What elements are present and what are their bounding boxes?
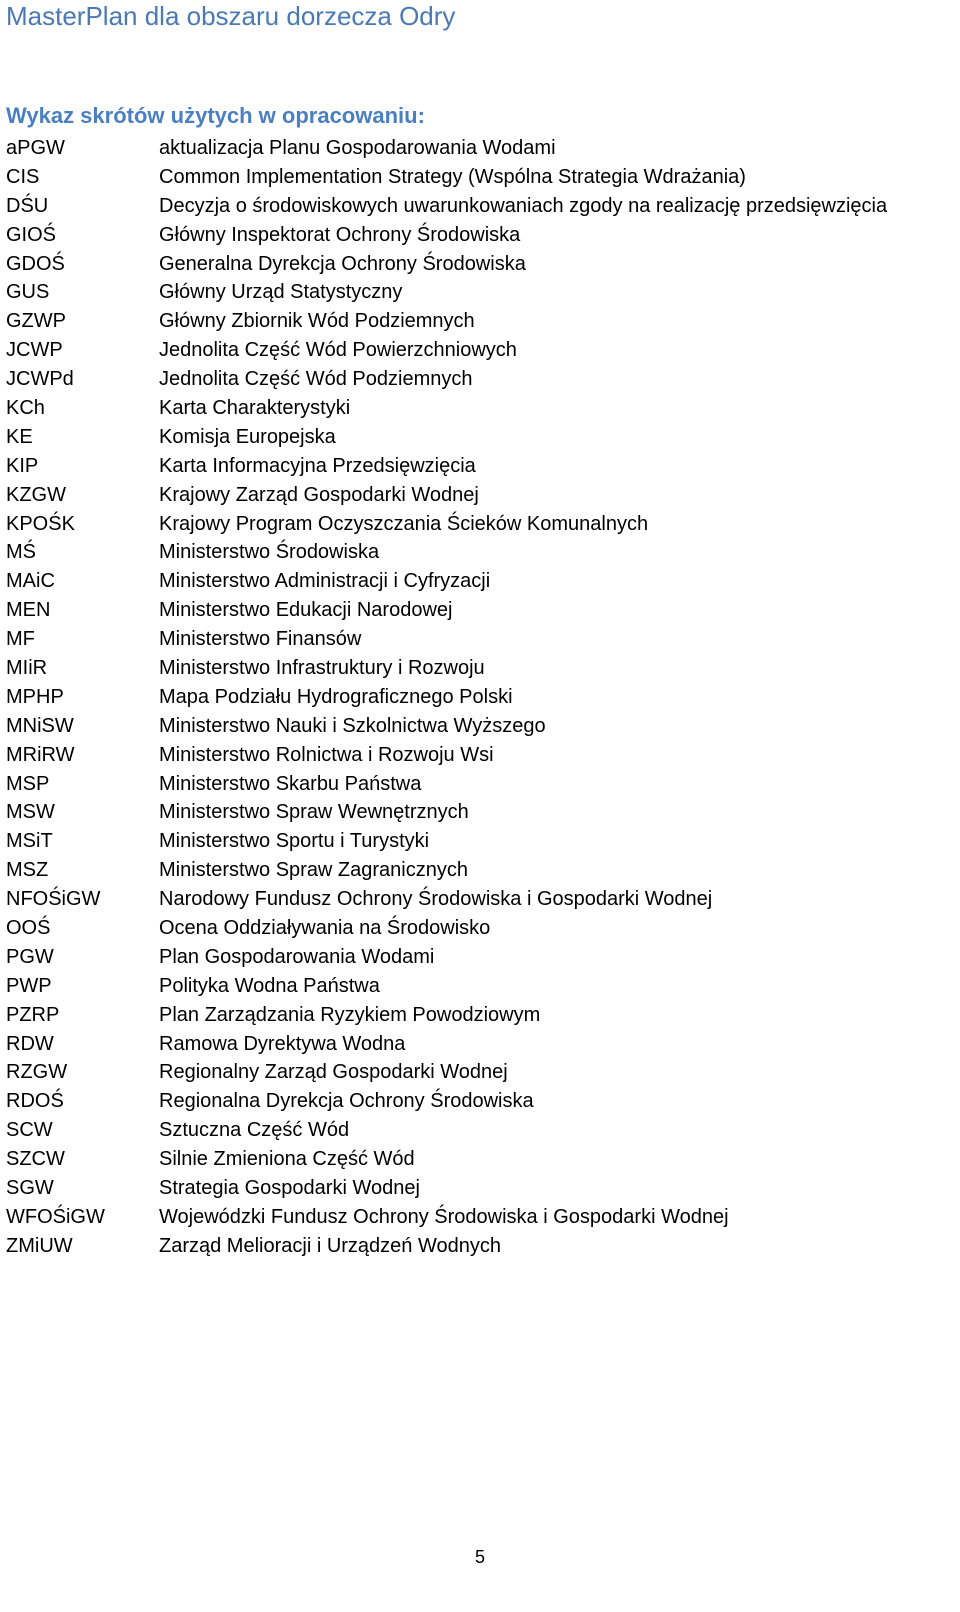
abbreviation-row [6,683,956,712]
abbreviation-row [6,510,956,539]
abbreviation-code: PWP [6,974,52,997]
abbreviation-row [6,741,956,770]
abbreviation-code: PZRP [6,1003,60,1026]
abbreviation-code: GUS [6,281,50,304]
abbreviation-description: Krajowy Zarząd Gospodarki Wodnej [159,483,479,506]
abbreviation-description: Wojewódzki Fundusz Ochrony Środowiska i Gospodarki Wodnej [159,1205,729,1228]
abbreviation-row [6,972,956,1001]
abbreviation-description: Ministerstwo Nauki i Szkolnictwa Wyższego [159,714,546,737]
abbreviation-description: Regionalny Zarząd Gospodarki Wodnej [159,1061,508,1084]
abbreviation-row [6,221,956,250]
abbreviation-code: aPGW [6,136,65,159]
abbreviation-row [6,423,956,452]
abbreviation-description: Jednolita Część Wód Powierzchniowych [159,339,517,362]
abbreviation-code: GZWP [6,310,66,333]
abbreviation-code: MSZ [6,859,49,882]
abbreviation-code: MSW [6,801,55,824]
abbreviation-row [6,452,956,481]
abbreviation-code: RDW [6,1032,54,1055]
abbreviation-description: Ministerstwo Administracji i Cyfryzacji [159,570,491,593]
abbreviation-description: Polityka Wodna Państwa [159,974,380,997]
abbreviation-row [6,914,956,943]
abbreviations-section-title: Wykaz skrótów użytych w opracowaniu: [6,103,425,128]
abbreviation-description: Komisja Europejska [159,425,336,448]
abbreviation-code: KE [6,425,33,448]
abbreviation-row [6,481,956,510]
abbreviation-code: DŚU [6,194,49,217]
abbreviation-row [6,365,956,394]
abbreviation-row [6,1232,956,1261]
abbreviation-row [6,567,956,596]
abbreviation-code: NFOŚiGW [6,888,101,911]
abbreviation-description: Ministerstwo Finansów [159,628,362,651]
abbreviation-row [6,798,956,827]
abbreviation-row [6,712,956,741]
abbreviation-row [6,770,956,799]
abbreviation-description: Krajowy Program Oczyszczania Ścieków Komunalnych [159,512,649,535]
abbreviation-code: MF [6,628,35,651]
abbreviation-code: MŚ [6,541,36,564]
abbreviation-code: MRiRW [6,743,75,766]
abbreviation-description: Ministerstwo Infrastruktury i Rozwoju [159,656,485,679]
abbreviation-code: SZCW [6,1148,65,1171]
abbreviation-row [6,1174,956,1203]
abbreviation-row [6,596,956,625]
abbreviation-row [6,885,956,914]
abbreviation-description: Główny Inspektorat Ochrony Środowiska [159,223,521,246]
abbreviation-description: Ministerstwo Środowiska [159,541,380,564]
abbreviation-row [6,827,956,856]
abbreviation-row [6,1001,956,1030]
abbreviation-row [6,1030,956,1059]
abbreviation-code: MSP [6,772,50,795]
abbreviation-description: Główny Zbiornik Wód Podziemnych [159,310,475,333]
abbreviation-code: KIP [6,454,39,477]
abbreviation-code: MNiSW [6,714,74,737]
abbreviation-description: Ramowa Dyrektywa Wodna [159,1032,406,1055]
abbreviation-code: GIOŚ [6,223,57,246]
abbreviation-description: Ministerstwo Skarbu Państwa [159,772,422,795]
abbreviation-code: SCW [6,1119,53,1142]
abbreviation-description: Ocena Oddziaływania na Środowisko [159,916,491,939]
abbreviation-description: Generalna Dyrekcja Ochrony Środowiska [159,252,526,275]
abbreviation-row [6,1116,956,1145]
abbreviation-description: Common Implementation Strategy (Wspólna Strategia Wdrażania) [159,165,746,188]
abbreviation-row [6,856,956,885]
abbreviation-row [6,163,956,192]
abbreviation-description: Jednolita Część Wód Podziemnych [159,368,473,391]
abbreviation-code: ZMiUW [6,1234,73,1257]
abbreviation-description: Ministerstwo Edukacji Narodowej [159,599,453,622]
page-number: 5 [474,1547,485,1567]
abbreviation-code: SGW [6,1177,54,1199]
abbreviation-description: Główny Urząd Statystyczny [159,281,403,304]
abbreviations-list [6,134,956,1261]
abbreviation-code: MSiT [6,830,53,853]
abbreviation-row [6,1203,956,1232]
abbreviation-description: Decyzja o środowiskowych uwarunkowaniach zgody na realizację przedsięwzięcia [159,194,888,217]
abbreviation-code: RZGW [6,1061,68,1084]
abbreviation-row [6,134,956,163]
abbreviation-description: Mapa Podziału Hydrograficznego Polski [159,685,513,708]
abbreviation-description: Silnie Zmieniona Część Wód [159,1148,415,1171]
abbreviation-row [6,538,956,567]
abbreviation-code: MAiC [6,570,55,593]
abbreviation-row [6,1059,956,1088]
abbreviation-row [6,654,956,683]
abbreviation-description: Ministerstwo Spraw Zagranicznych [159,859,468,882]
abbreviation-code: JCWPd [6,368,74,391]
abbreviation-description: Ministerstwo Rolnictwa i Rozwoju Wsi [159,743,494,766]
abbreviation-code: CIS [6,165,40,188]
abbreviation-code: MEN [6,599,51,622]
abbreviation-row [6,943,956,972]
abbreviation-code: WFOŚiGW [6,1205,105,1228]
document-header-title: MasterPlan dla obszaru dorzecza Odry [6,1,456,31]
abbreviation-code: OOŚ [6,916,51,939]
abbreviation-description: Ministerstwo Spraw Wewnętrznych [159,801,469,824]
abbreviation-row [6,394,956,423]
abbreviation-description: Sztuczna Część Wód [159,1119,350,1142]
abbreviation-code: GDOŚ [6,252,65,275]
abbreviation-code: JCWP [6,339,63,362]
abbreviation-row [6,1087,956,1116]
abbreviation-row [6,336,956,365]
abbreviation-code: KCh [6,396,45,419]
abbreviation-description: Strategia Gospodarki Wodnej [159,1177,420,1199]
abbreviation-description: Karta Informacyjna Przedsięwzięcia [159,454,476,477]
abbreviation-row [6,250,956,279]
abbreviation-code: MPHP [6,685,64,708]
abbreviation-code: MIiR [6,656,48,679]
abbreviation-description: Ministerstwo Sportu i Turystyki [159,830,430,853]
abbreviation-description: Zarząd Melioracji i Urządzeń Wodnych [159,1234,501,1257]
abbreviation-description: Plan Gospodarowania Wodami [159,945,435,968]
abbreviation-code: KZGW [6,483,66,506]
abbreviation-code: RDOŚ [6,1090,64,1113]
abbreviation-description: Plan Zarządzania Ryzykiem Powodziowym [159,1003,541,1026]
abbreviation-code: PGW [6,945,54,968]
abbreviation-row [6,192,956,221]
abbreviation-row [6,278,956,307]
abbreviation-description: Karta Charakterystyki [159,396,351,419]
abbreviation-row [6,307,956,336]
abbreviation-description: Narodowy Fundusz Ochrony Środowiska i Gospodarki Wodnej [159,888,713,911]
abbreviation-code: KPOŚK [6,512,75,535]
abbreviation-description: Regionalna Dyrekcja Ochrony Środowiska [159,1090,534,1113]
abbreviation-row [6,625,956,654]
abbreviation-row [6,1145,956,1174]
abbreviation-description: aktualizacja Planu Gospodarowania Wodami [159,136,556,159]
